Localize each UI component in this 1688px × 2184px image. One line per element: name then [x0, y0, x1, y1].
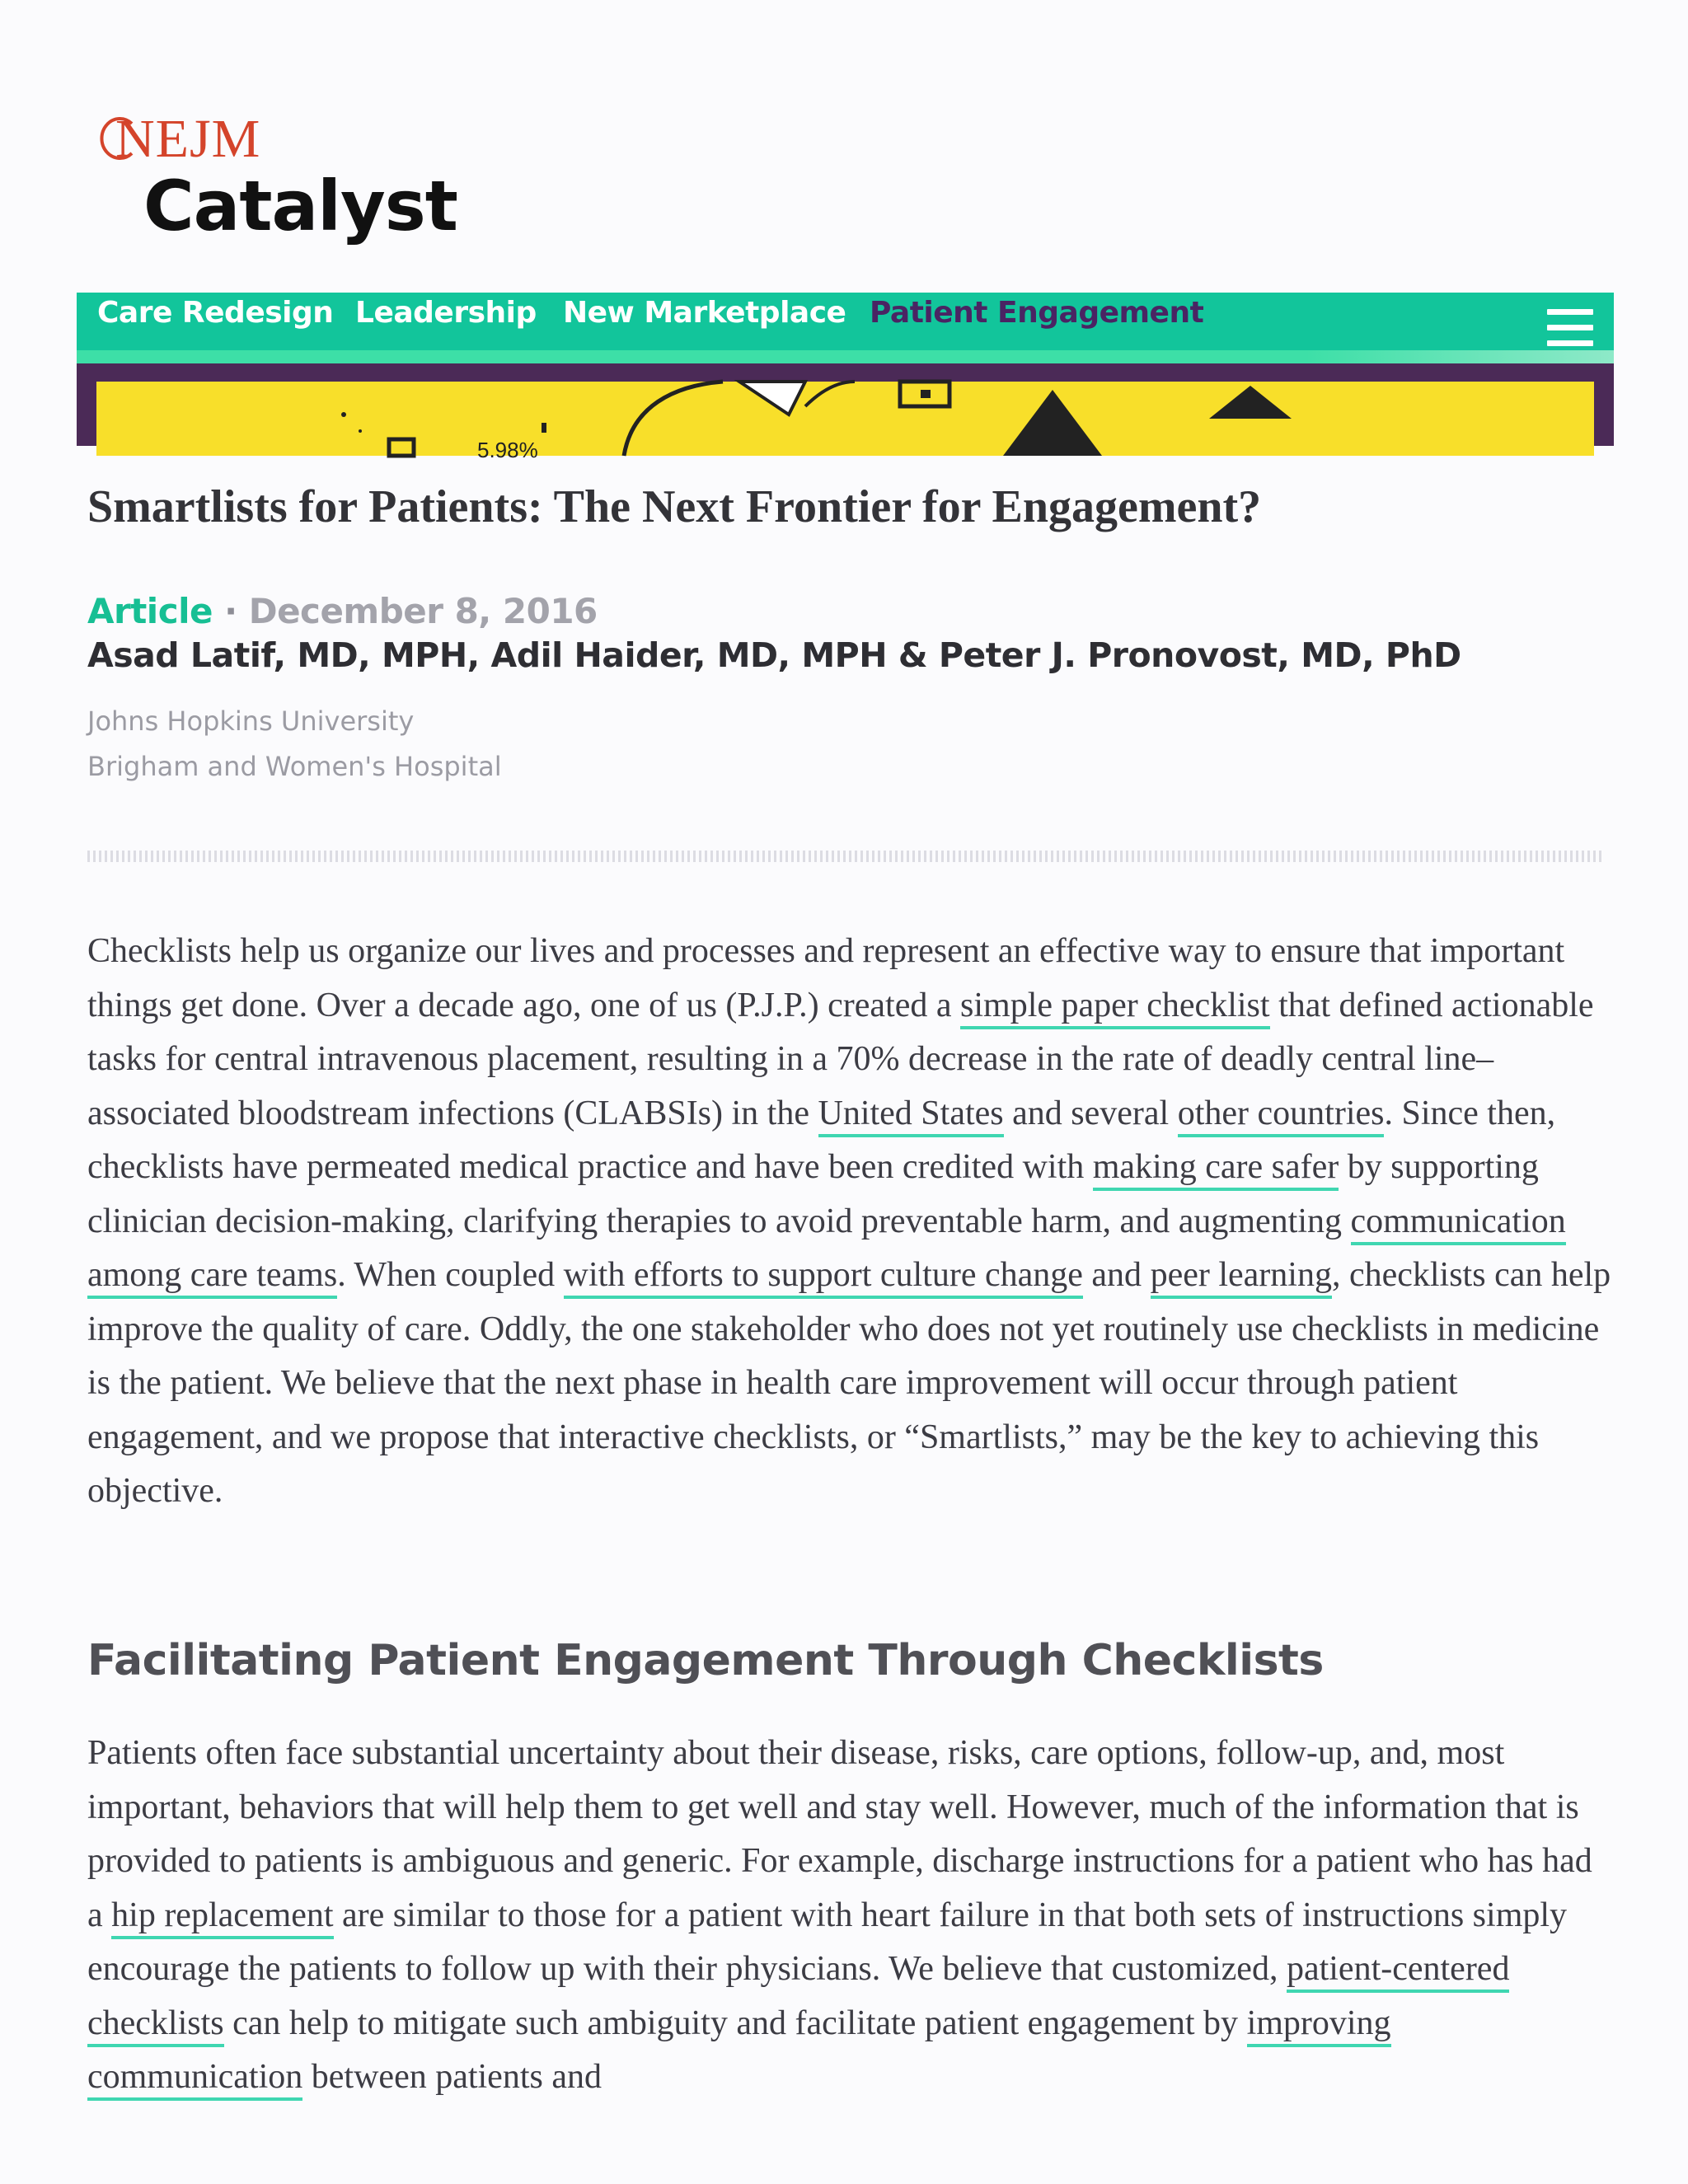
link-peer-learning[interactable]: peer learning	[1151, 1256, 1332, 1299]
text-run: . When coupled	[337, 1256, 564, 1294]
text-run: are similar to those for a patient with heart failure in that both sets of instructions simply encourage the patients to follow up with their physicians. We believe that customized,	[87, 1896, 1568, 1988]
link-united-states[interactable]: United States	[818, 1094, 1004, 1137]
link-improving-communication[interactable]: improving communication	[87, 2004, 1391, 2102]
article-date: December 8, 2016	[248, 591, 598, 631]
text-run: can help to mitigate such ambiguity and facilitate patient engagement by	[223, 2004, 1247, 2042]
nejm-wordmark	[99, 107, 297, 173]
nav-item-leadership[interactable]: Leadership	[355, 296, 537, 330]
text-run: Patients often face substantial uncertainty about their disease, risks, care options, follow-up, and, most important, behaviors that will help them to get well and stay well. However, much of the information that is provided to patients is ambiguous and generic. For example, discharge instructions for a patient who has had a	[87, 1734, 1592, 1934]
body-paragraph	[87, 1727, 1612, 2105]
link-communication-among-care-teams[interactable]: communication among care teams	[87, 1202, 1566, 1300]
text-run: , checklists can help improve the quality of care. Oddly, the one stakeholder who does not yet routinely use checklists in medicine is the patient. We believe that the next phase in health care improvement will occur through patient engagement, and we propose that interactive checklists, or “Smartlists,” may be the key to achieving this objective.	[87, 1256, 1611, 1510]
section-nav	[77, 293, 1614, 363]
link-patient-centered-checklists[interactable]: patient-centered checklists	[87, 1950, 1509, 2047]
link-hip-replacement[interactable]: hip replacement	[111, 1896, 333, 1939]
text-run: between patients and	[302, 2058, 602, 2096]
nav-item-new-marketplace[interactable]: New Marketplace	[563, 296, 846, 330]
hamburger-menu-icon[interactable]	[1547, 309, 1593, 352]
text-run: . Since then, checklists have permeated medical practice and have been credited with	[87, 1094, 1556, 1186]
section-heading: Facilitating Patient Engagement Through Checklists	[87, 1636, 1324, 1685]
hero-illustration	[96, 382, 1594, 462]
hero-illustration-art	[96, 382, 1594, 462]
link-culture-change[interactable]: with efforts to support culture change	[564, 1256, 1083, 1299]
text-run: that defined actionable tasks for central intravenous placement, resulting in a 70% decrease in the rate of deadly central line–associated bloodstream infections (CLABSIs) in the	[87, 986, 1594, 1132]
affiliation: Brigham and Women's Hospital	[87, 751, 502, 782]
article-title: Smartlists for Patients: The Next Frontier for Engagement?	[87, 481, 1262, 532]
section-divider	[87, 851, 1602, 862]
nav-item-patient-engagement[interactable]: Patient Engagement	[870, 296, 1204, 330]
affiliation: Johns Hopkins University	[87, 705, 415, 737]
nav-item-care-redesign[interactable]: Care Redesign	[97, 296, 334, 330]
link-making-care-safer[interactable]: making care safer	[1093, 1148, 1339, 1191]
nav-accent-stripe	[77, 350, 1614, 363]
link-other-countries[interactable]: other countries	[1178, 1094, 1385, 1137]
text-run: Checklists help us organize our lives and processes and represent an effective way to ensure that important things get done. Over a decade ago, one of us (P.J.P.) created a	[87, 932, 1565, 1024]
link-simple-paper-checklist[interactable]: simple paper checklist	[960, 987, 1270, 1029]
article-meta	[87, 587, 598, 636]
body-paragraph	[87, 925, 1612, 1519]
article-authors[interactable]: Asad Latif, MD, MPH, Adil Haider, MD, MPH & Peter J. Pronovost, MD, PhD	[87, 635, 1461, 675]
hero-chart-label: 5.98%	[477, 438, 538, 462]
text-run: and several	[1003, 1094, 1178, 1132]
logo-nejm-text: NEJM	[115, 109, 261, 169]
hero-image	[77, 363, 1614, 462]
text-run: by supporting clinician decision-making, clarifying therapies to avoid preventable harm, and augmenting	[87, 1148, 1539, 1240]
article-type-label[interactable]: Article	[87, 591, 213, 631]
logo-catalyst-text: Catalyst	[143, 166, 457, 246]
meta-separator: ·	[224, 591, 237, 631]
text-run: and	[1082, 1256, 1151, 1294]
